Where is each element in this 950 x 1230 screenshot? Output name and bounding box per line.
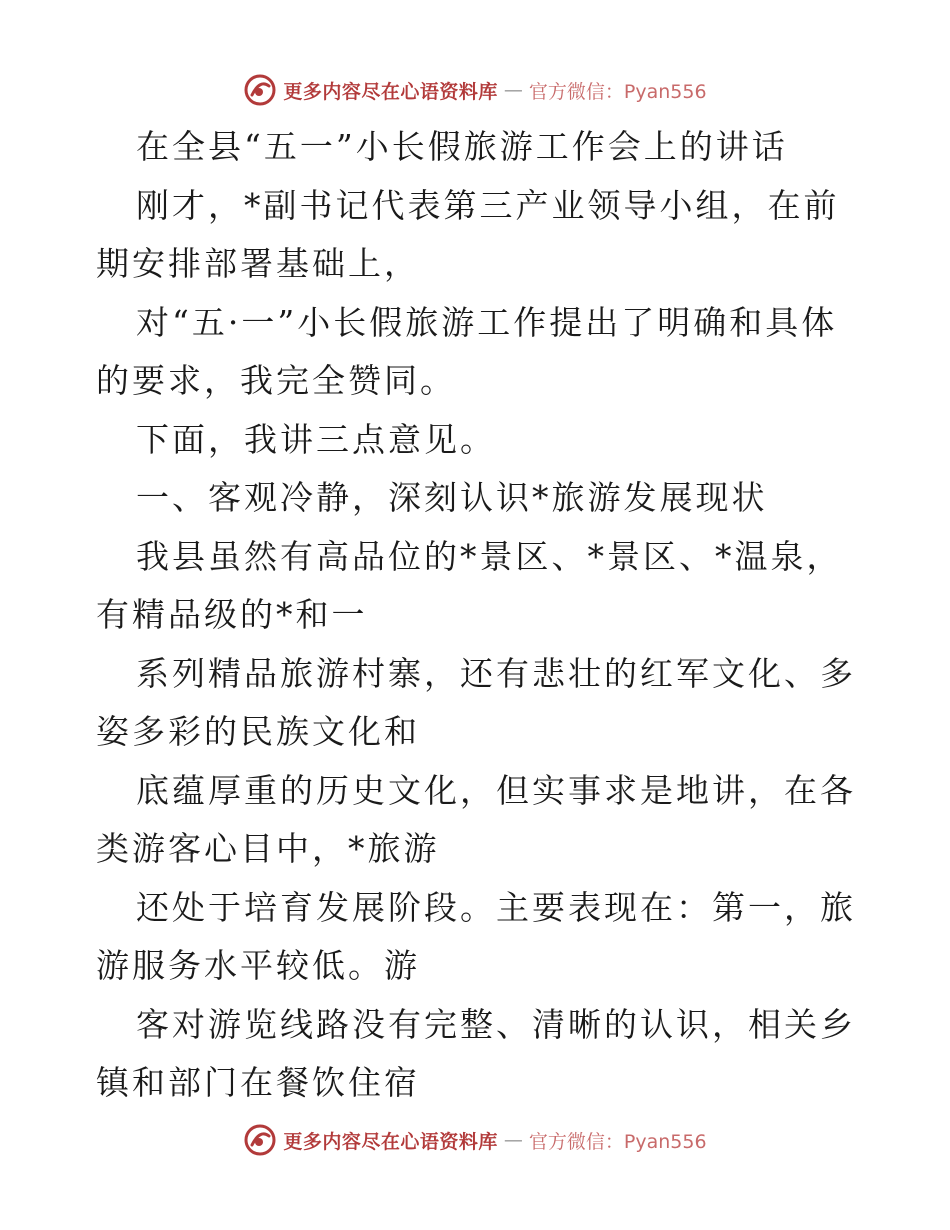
paragraph: 还处于培育发展阶段。主要表现在：第一，旅游服务水平较低。游 xyxy=(96,887,856,985)
watermark-contact-text: 官方微信：Pyan556 xyxy=(528,80,707,103)
watermark-site-text: 更多内容尽在心语资料库 xyxy=(283,1130,498,1153)
watermark-site-text: 更多内容尽在心语资料库 xyxy=(283,80,498,103)
document-body xyxy=(96,118,856,1113)
paragraph: 我县虽然有高品位的*景区、*景区、*温泉，有精品级的*和一 xyxy=(96,536,843,634)
paragraph: 系列精品旅游村寨，还有悲壮的红军文化、多姿多彩的民族文化和 xyxy=(96,653,856,751)
paragraph: 下面，我讲三点意见。 xyxy=(136,419,496,459)
paragraph: 客对游览线路没有完整、清晰的认识，相关乡镇和部门在餐饮住宿 xyxy=(96,1004,856,1102)
seal-logo-icon xyxy=(243,1123,277,1157)
section-heading: 一、客观冷静，深刻认识*旅游发展现状 xyxy=(136,478,768,517)
watermark-contact-text: 官方微信：Pyan556 xyxy=(528,1130,707,1153)
paragraph: 刚才，*副书记代表第三产业领导小组，在前期安排部署基础上， xyxy=(96,185,840,283)
watermark-separator: — xyxy=(503,1129,523,1151)
document-title: 在全县“五一”小长假旅游工作会上的讲话 xyxy=(136,127,788,166)
paragraph: 对“五·一”小长假旅游工作提出了明确和具体的要求，我完全赞同。 xyxy=(96,302,838,400)
header-watermark xyxy=(0,70,950,110)
footer-watermark xyxy=(0,1120,950,1160)
paragraph: 底蕴厚重的历史文化，但实事求是地讲，在各类游客心目中，*旅游 xyxy=(96,770,856,868)
seal-logo-icon xyxy=(243,73,277,107)
watermark-separator: — xyxy=(503,79,523,101)
